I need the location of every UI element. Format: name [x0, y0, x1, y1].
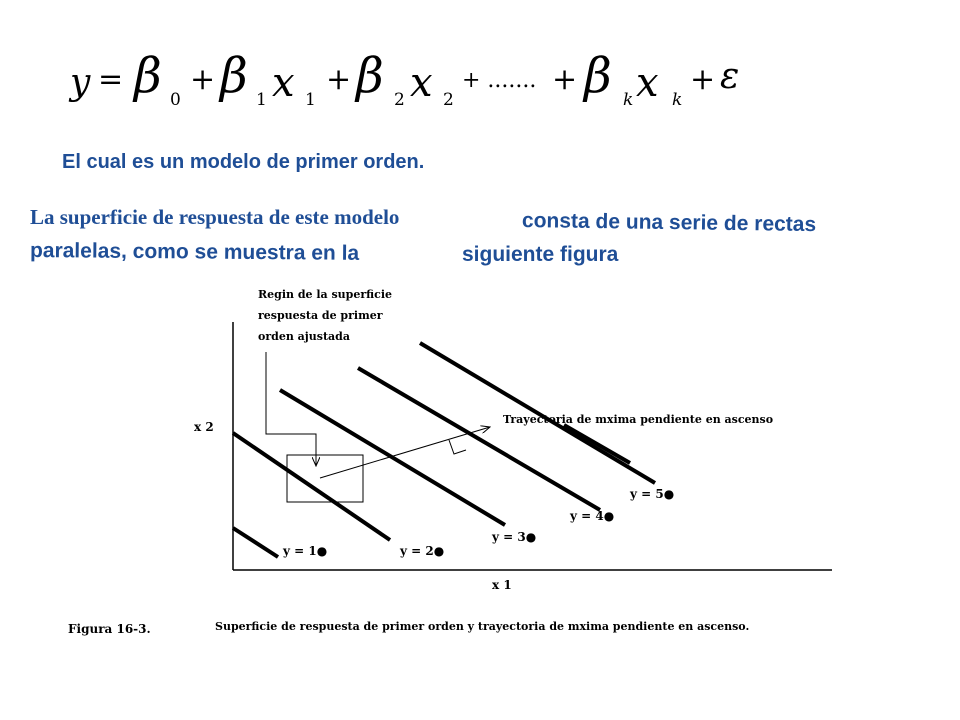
region-label-line-2: respuesta de primer — [258, 309, 383, 322]
eq-epsilon: ε — [720, 56, 740, 97]
eq-sub-kb: k — [672, 90, 683, 110]
eq-beta-2: β — [356, 48, 384, 104]
contour-label-3: y = 3● — [492, 530, 537, 544]
x1-axis-label: x 1 — [492, 578, 512, 592]
contour-label-2: y = 2● — [400, 544, 445, 558]
contour-line-5b — [564, 425, 630, 463]
text-line-1: El cual es un modelo de primer orden. — [62, 151, 425, 173]
eq-plus-3: + — [552, 62, 578, 97]
contour-label-4: y = 4● — [570, 509, 615, 523]
eq-x-k: x — [636, 60, 659, 106]
right-angle-marker — [449, 440, 466, 454]
eq-plus-2: + — [326, 62, 352, 97]
eq-beta-0: β — [134, 48, 162, 104]
eq-x-2: x — [410, 60, 433, 106]
eq-plus-1: + — [190, 62, 216, 97]
eq-beta-k: β — [584, 48, 612, 104]
eq-beta-1: β — [220, 48, 248, 104]
eq-dots: + ....... — [462, 68, 537, 93]
eq-equals: = — [98, 62, 124, 97]
steepest-ascent-arrow — [320, 427, 490, 478]
eq-sub-1a: 1 — [256, 90, 267, 110]
text-line-3a: paralelas, como se muestra en la — [29, 239, 360, 265]
text-line-2b: consta de una serie de rectas — [521, 209, 817, 237]
eq-plus-4: + — [690, 62, 716, 97]
trajectory-label: Trayectoria de mxima pendiente en ascenso — [503, 413, 774, 426]
contour-label-5: y = 5● — [630, 487, 675, 501]
eq-sub-1b: 1 — [305, 90, 316, 110]
text-line-2a: La superficie de respuesta de este modelo — [30, 205, 400, 229]
region-label-line-3: orden ajustada — [258, 330, 350, 343]
contour-line-3 — [280, 390, 505, 525]
eq-x-1: x — [272, 60, 295, 106]
contour-line-4 — [358, 368, 600, 510]
contour-line-2 — [233, 433, 390, 540]
figure-caption-number: Figura 16-3. — [68, 622, 151, 636]
text-line-3b: siguiente figura — [462, 243, 619, 266]
eq-sub-2b: 2 — [443, 90, 454, 110]
x2-axis-label: x 2 — [194, 420, 214, 434]
eq-y: y — [70, 62, 91, 103]
eq-sub-2a: 2 — [394, 90, 405, 110]
region-label-line-1: Regin de la superficie — [258, 288, 393, 301]
contour-label-1: y = 1● — [283, 544, 328, 558]
eq-sub-0: 0 — [170, 90, 181, 110]
figure-caption-text: Superficie de respuesta de primer orden y trayectoria de mxima pendiente en ascenso. — [215, 620, 750, 633]
contour-line-1 — [233, 528, 278, 557]
eq-sub-ka: k — [623, 90, 634, 110]
